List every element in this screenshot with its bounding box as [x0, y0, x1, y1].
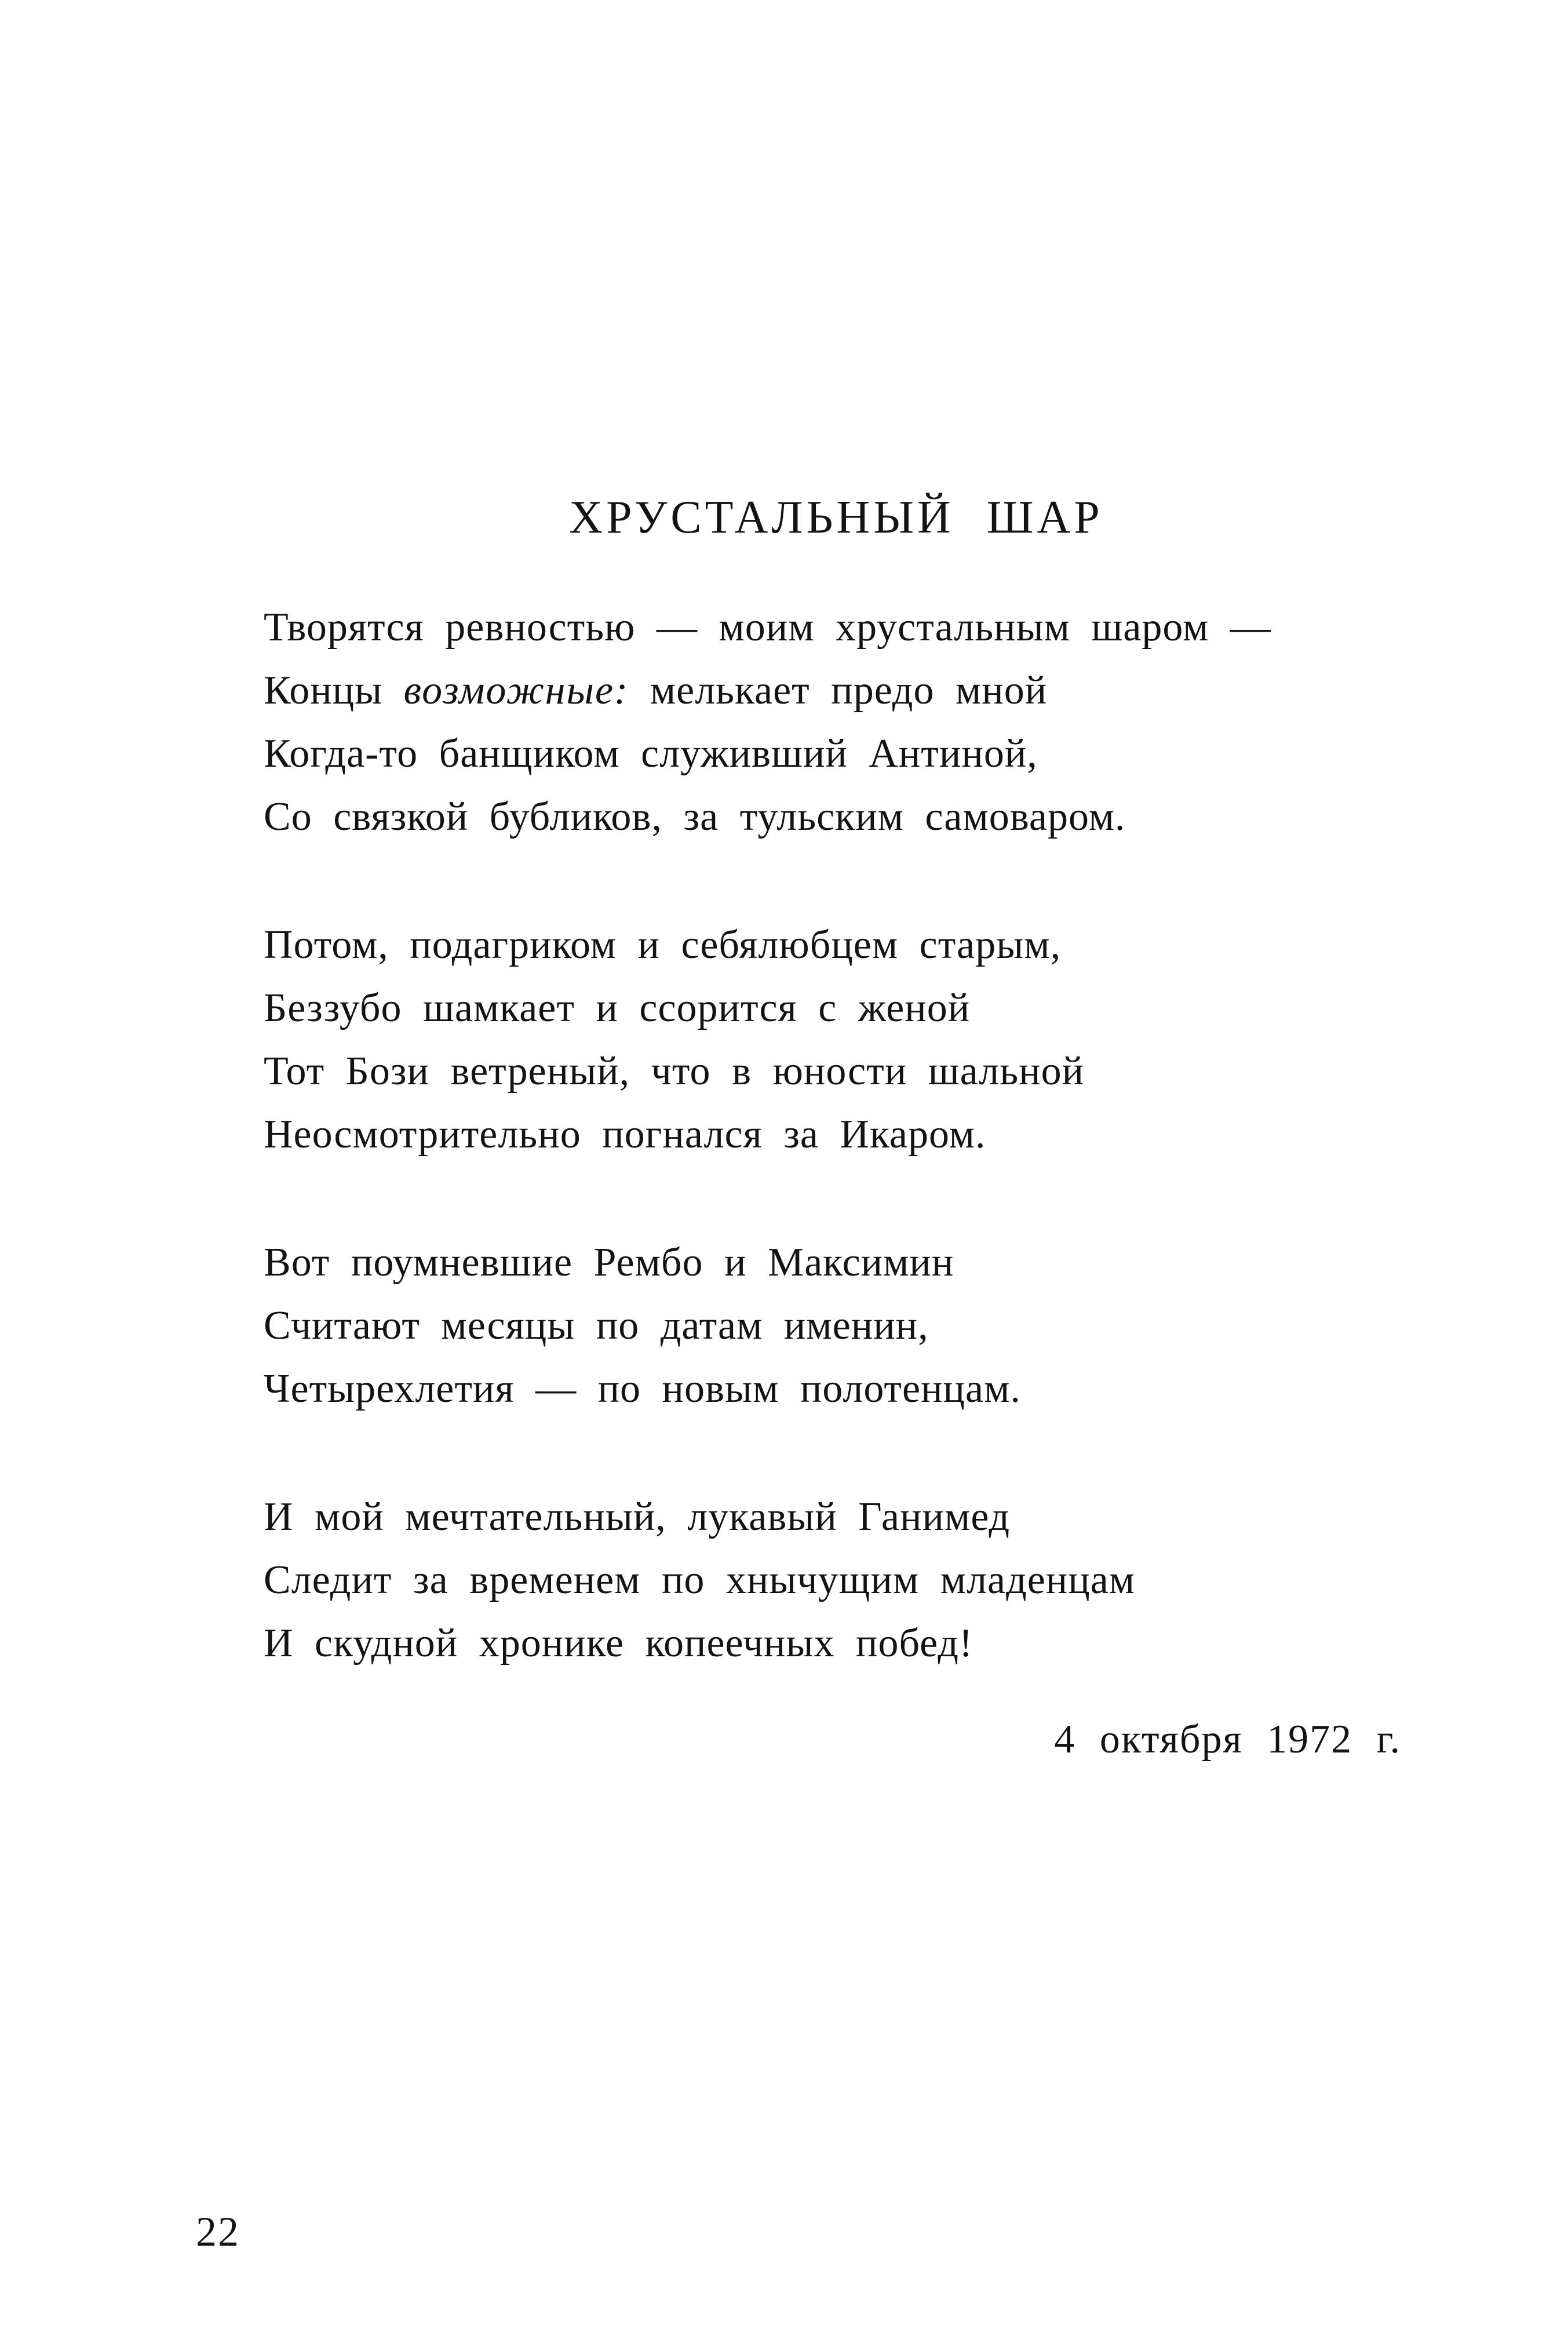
page-number: 22 — [196, 2209, 240, 2255]
poem-line: Неосмотрительно погнался за Икаром. — [264, 1112, 986, 1157]
poem-line — [264, 659, 1271, 722]
poem-line: Тот Бози ветреный, что в юности шальной — [264, 1049, 1085, 1094]
poem-line: Потом, подагриком и себялюбцем старым, — [264, 923, 1062, 967]
poem-line: И скудной хронике копеечных побед! — [264, 1621, 973, 1666]
poem-title: ХРУСТАЛЬНЫЙ ШАР — [569, 492, 1103, 543]
poem-line: Следит за временем по хнычущим младенцам — [264, 1558, 1136, 1602]
poem-line: Со связкой бубликов, за тульским самоваром. — [264, 795, 1126, 839]
poem-line: Когда-то банщиком служивший Антиной, — [264, 731, 1038, 776]
poem-line: Вот поумневшие Рембо и Максимин — [264, 1240, 954, 1285]
poem-line: Творятся ревностью — моим хрустальным шаром — — [264, 605, 1271, 650]
poem-line: Беззубо шамкает и ссорится с женой — [264, 986, 971, 1030]
poem-line: Четырехлетия — по новым полотенцам. — [264, 1367, 1021, 1411]
stanza-4 — [264, 1485, 1271, 1675]
line-segment-italic: возможные: — [403, 668, 629, 713]
stanza-2 — [264, 913, 1271, 1166]
stanza-3 — [264, 1231, 1271, 1420]
line-segment-plain: Концы — [264, 668, 404, 713]
poem-line: Считают месяцы по датам именин, — [264, 1303, 929, 1348]
line-segment-plain: мелькает предо мной — [629, 668, 1048, 713]
stanza-1 — [264, 596, 1271, 848]
poem-body — [264, 596, 1271, 1740]
signature-date: 4 октября 1972 г. — [1054, 1717, 1401, 1762]
poem-line: И мой мечтательный, лукавый Ганимед — [264, 1495, 1011, 1539]
